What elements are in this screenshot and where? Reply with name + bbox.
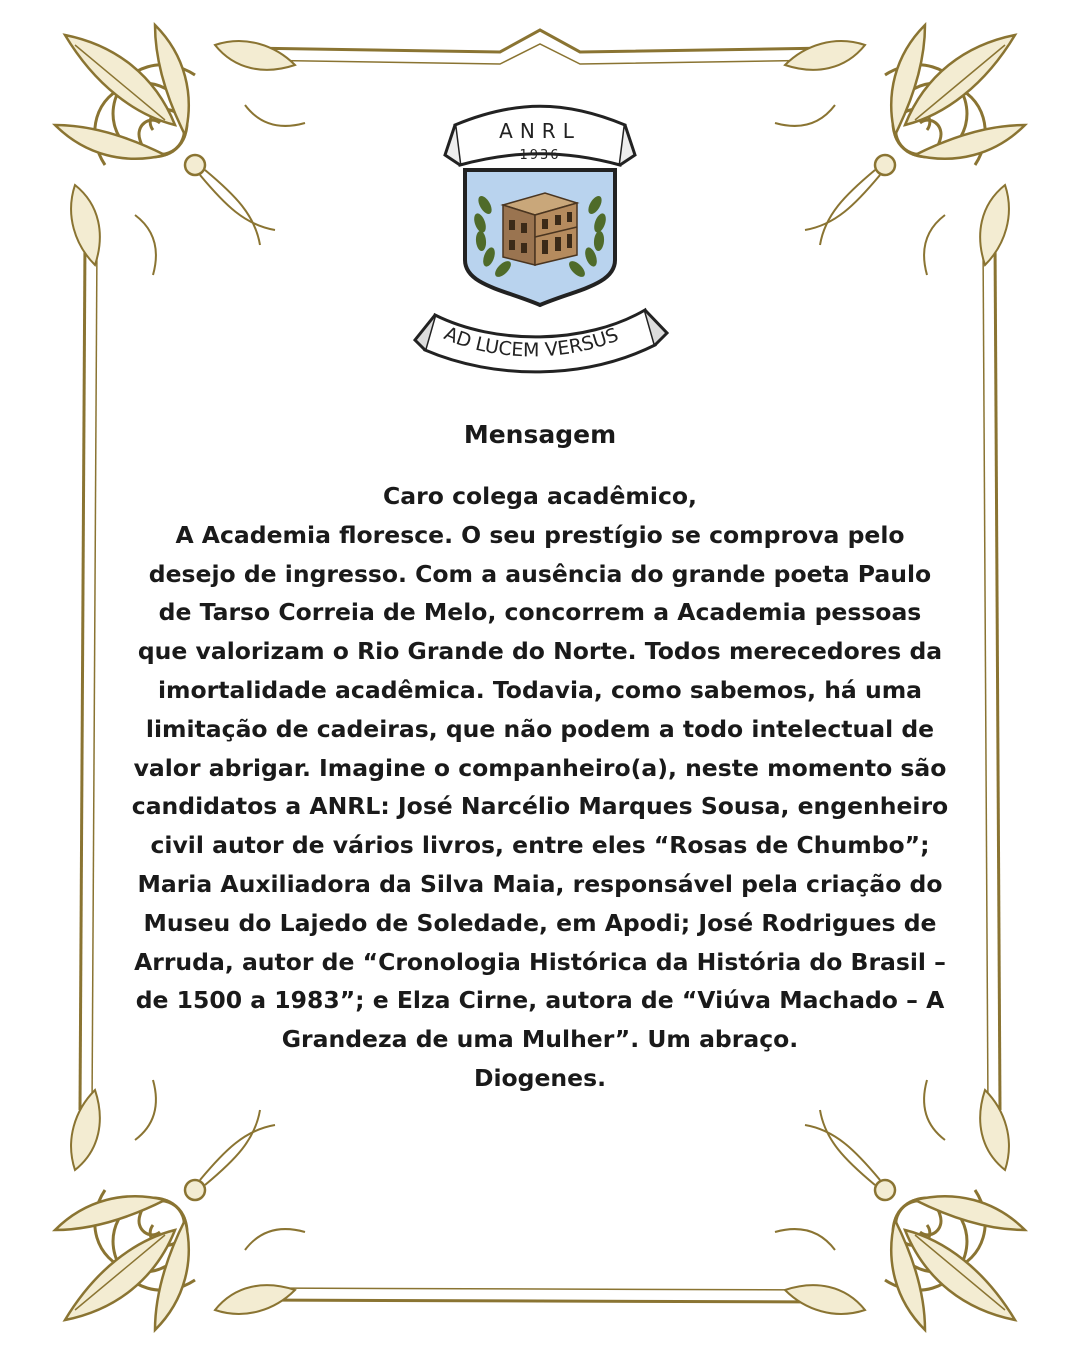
anrl-emblem — [405, 95, 675, 375]
logo-acronym: ANRL — [499, 119, 581, 143]
message-content — [130, 415, 950, 1098]
logo-year: 1936 — [519, 148, 561, 163]
message-signature: Diogenes. — [473, 1063, 607, 1092]
logo-motto: AD LUCEM VERSUS — [440, 322, 622, 362]
message-body — [130, 477, 950, 1098]
message-heading: Mensagem — [463, 420, 617, 449]
message-paragraph: A Academia floresce. O seu prestígio se comprova pelo desejo de ingresso. Com a ausência do grande poeta Paulo de Tarso Correia de Melo, concorrem a Academia pessoas que valorizam o Rio Grande do Norte. Todos merecedores da imortalidade acadêmica. Todavia, como sabemos, há uma limitação de cadeiras, que não podem a todo intelectual de valor abrigar. Imagine o companheiro(a), neste momento são candidatos a ANRL: José Narcélio Marques Sousa, engenheiro civil autor de vários livros, entre eles “Rosas de Chumbo”; Maria Auxiliadora da Silva Maia, responsável pela criação do Museu do Lajedo de Soledade, em Apodi; José Rodrigues de Arruda, autor de “Cronologia Histórica da História do Brasil – de 1500 a 1983”; e Elza Cirne, autora de “Viúva Machado – A Grandeza de uma Mulher”. Um abraço. — [131, 520, 949, 1054]
message-greeting: Caro colega acadêmico, — [383, 482, 697, 510]
